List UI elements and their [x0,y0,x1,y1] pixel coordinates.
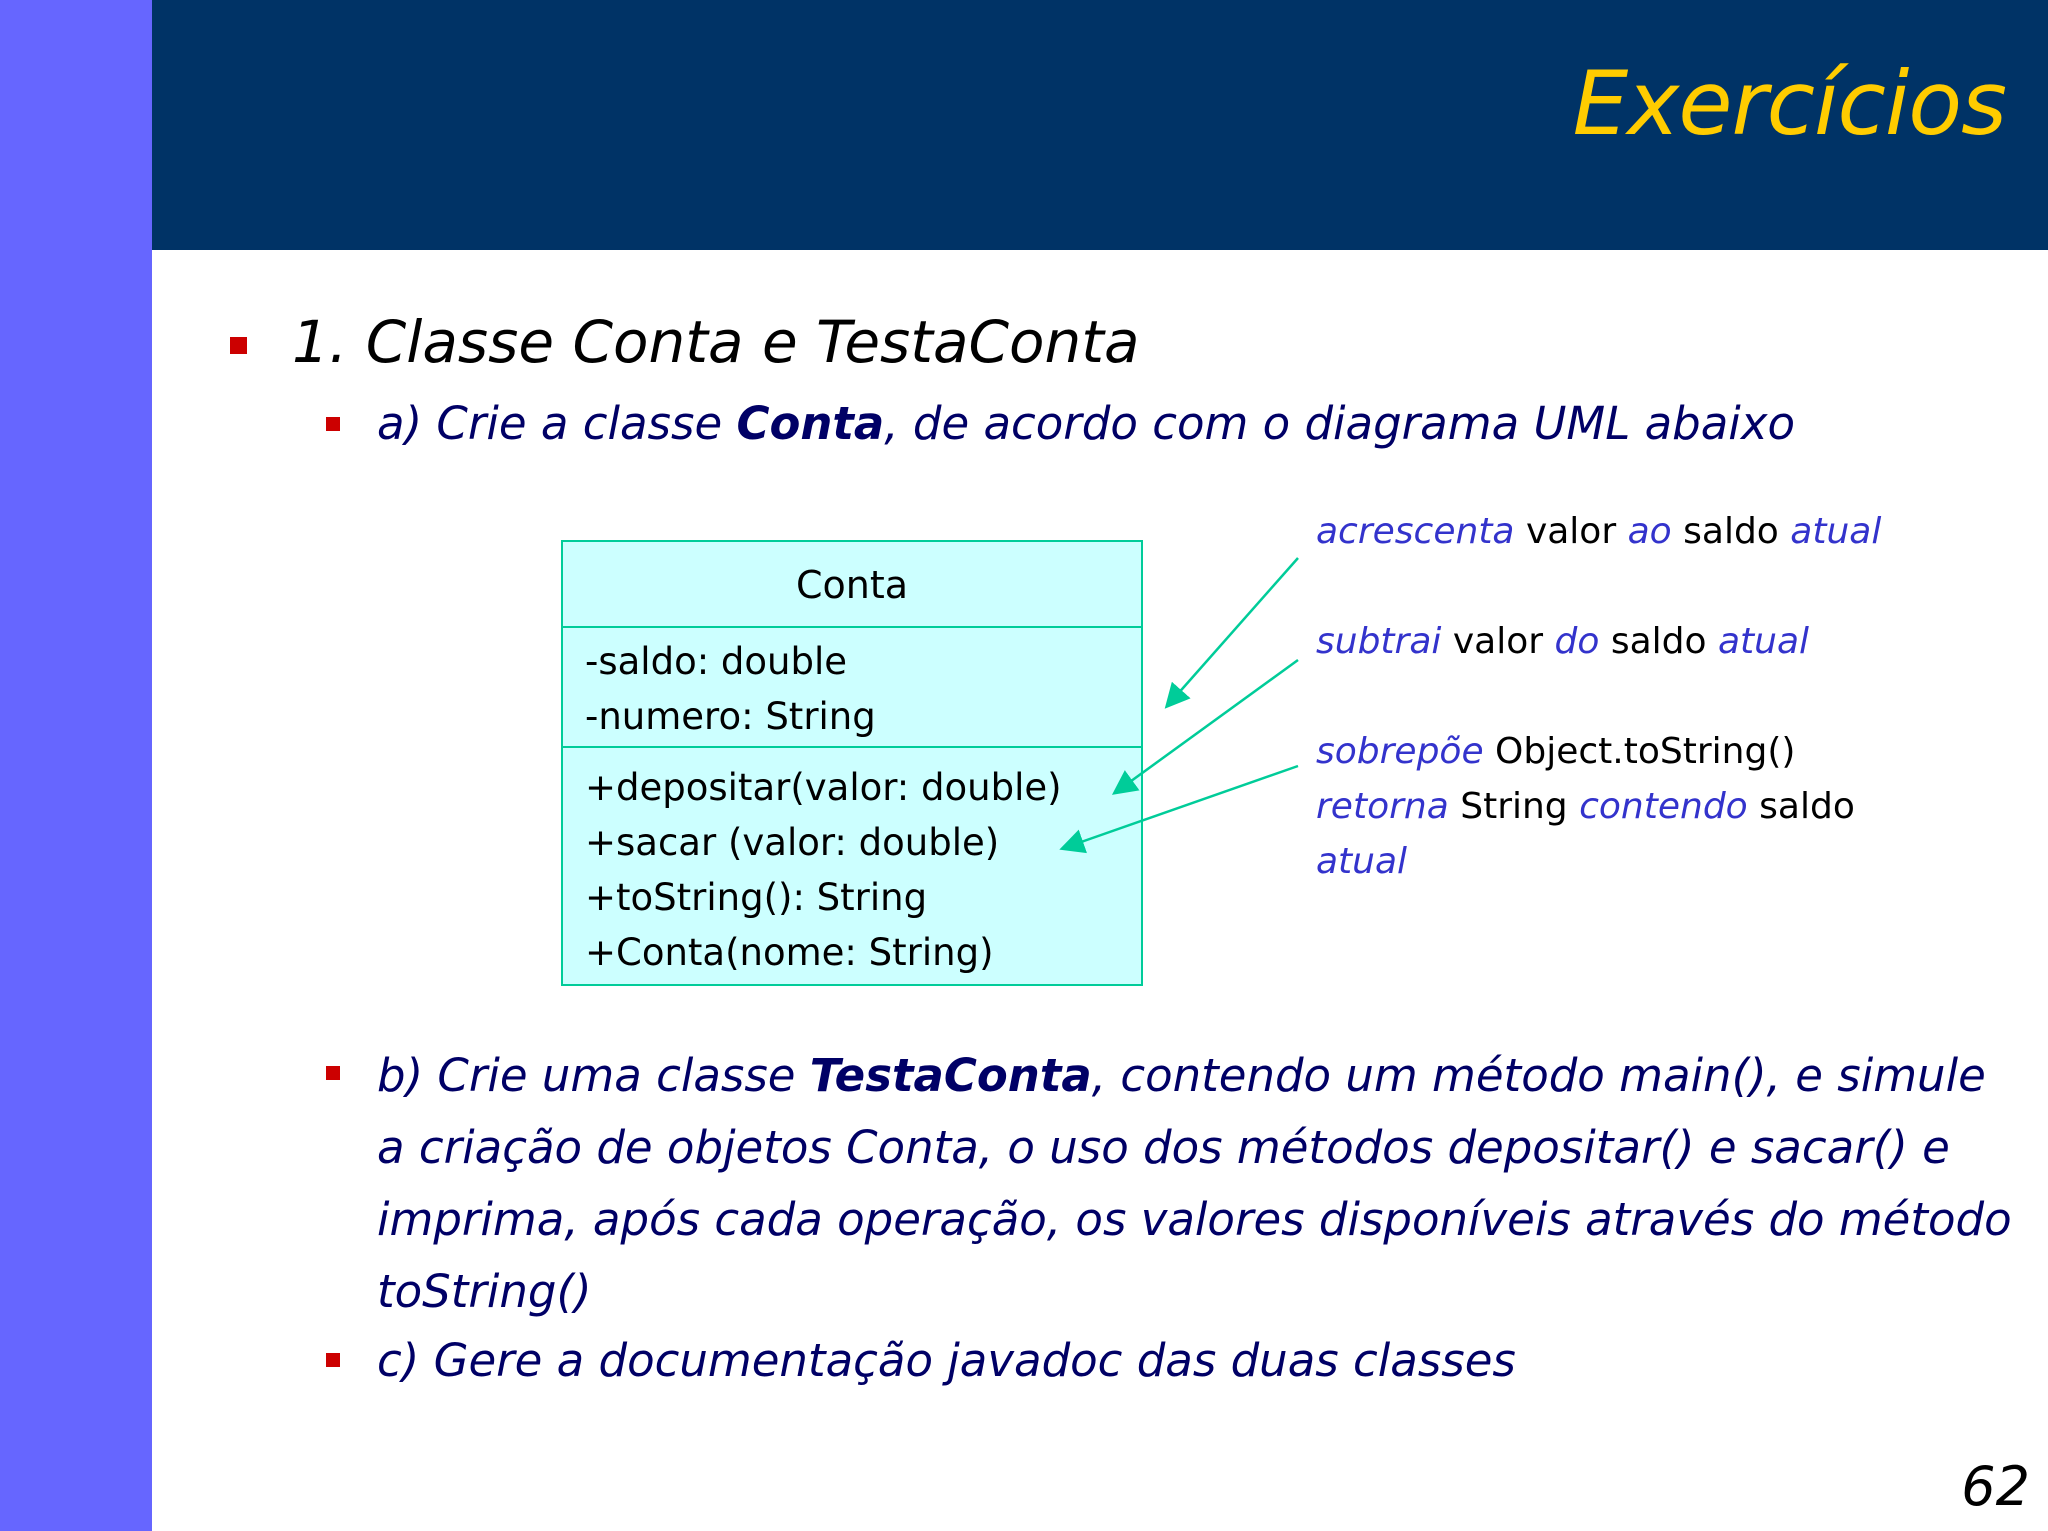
note-word: valor [1441,621,1555,662]
note-keyword: ao [1627,511,1672,552]
item-b-classname: TestaConta [809,1049,1092,1102]
item-c-text: c) Gere a documentação javadoc das duas classes [377,1334,1516,1387]
note-keyword: acrescenta [1316,511,1515,552]
uml-method: +sacar (valor: double) [585,821,1000,864]
arrow-tostring [1064,766,1298,848]
item-a-classname: Conta [736,397,885,450]
page-number: 62 [1961,1455,2030,1518]
note-keyword: retorna [1316,786,1449,827]
note-word: String [1448,786,1580,827]
note-word: saldo [1747,786,1855,827]
item-a-prefix: a) Crie a classe [377,397,737,450]
note-keyword: do [1554,621,1600,662]
slide-title: Exercícios [1572,52,2006,155]
uml-method: +toString(): String [585,876,928,919]
note-keyword: atual [1717,621,1810,662]
uml-method: +depositar(valor: double) [585,766,1062,809]
note-keyword: atual [1790,511,1882,552]
arrow-depositar [1168,558,1298,705]
item-b-prefix: b) Crie uma classe [377,1049,810,1102]
note-word: saldo [1671,511,1791,552]
arrow-sacar [1116,660,1298,792]
bullet-b [326,1066,340,1080]
note-keyword: subtrai [1316,621,1442,662]
note-word: saldo [1599,621,1718,662]
bullet-c [326,1353,340,1367]
item-1-heading: 1. Classe Conta e TestaConta [292,308,1140,376]
uml-method: +Conta(nome: String) [585,931,994,974]
item-b-text [377,1040,2017,1328]
note-keyword: contendo [1579,786,1748,827]
note-word: Object.toString() [1483,731,1796,772]
note-word: valor [1514,511,1628,552]
item-a-suffix: , de acordo com o diagrama UML abaixo [884,397,1795,450]
uml-attribute: -saldo: double [585,640,848,683]
item-b-suffix: , contendo um método main(), e simule a criação de objetos Conta, o uso dos métodos depositar() e sacar() e imprima, após cada operação, os valores disponíveis através do método toString() [377,1049,2012,1318]
uml-class-name: Conta [563,542,1141,628]
uml-attribute: -numero: String [585,695,876,738]
note-keyword: atual [1316,841,1408,882]
note-keyword: sobrepõe [1316,731,1484,772]
